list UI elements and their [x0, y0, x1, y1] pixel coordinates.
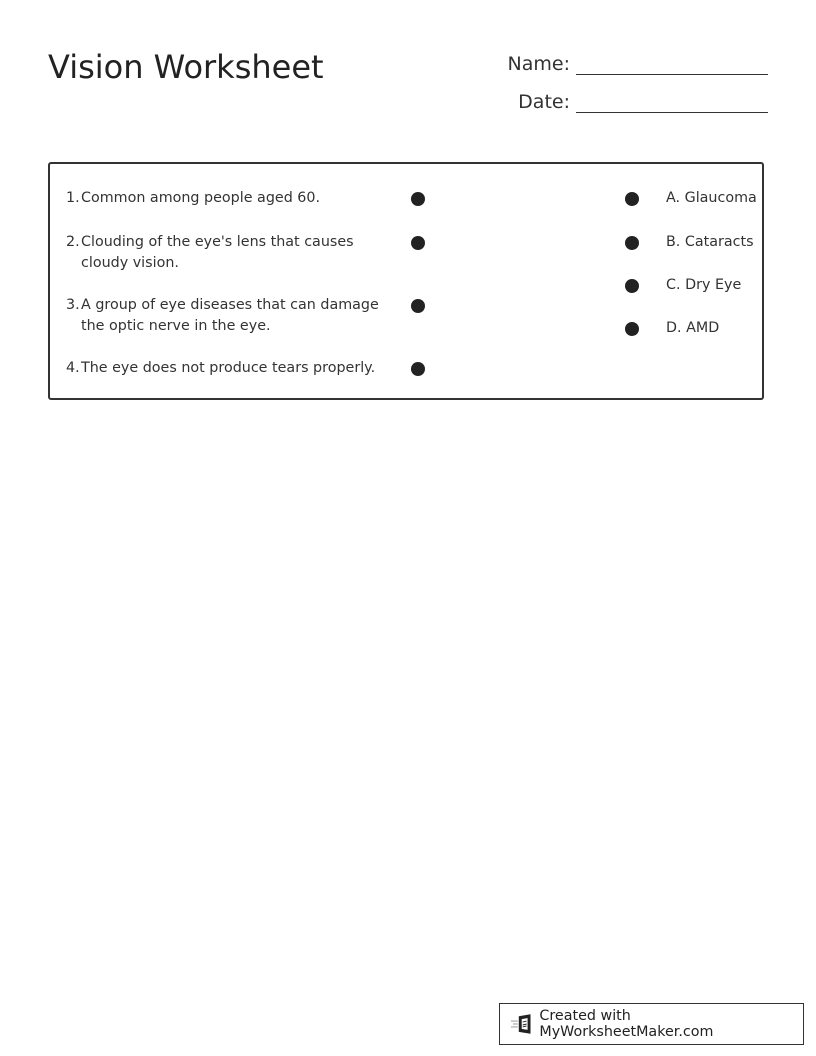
- name-label: Name:: [507, 53, 570, 75]
- answer-connector-dot[interactable]: [625, 192, 639, 206]
- question-text: Common among people aged 60.: [81, 190, 321, 206]
- answer-option: C. Dry Eye: [666, 277, 742, 293]
- footer-text: Created with MyWorksheetMaker.com: [539, 1008, 714, 1040]
- question-text: A group of eye diseases that can damage the optic nerve in the eye.: [81, 297, 379, 334]
- date-field: [490, 90, 768, 113]
- question-item: [66, 358, 396, 379]
- date-label: Date:: [518, 91, 570, 113]
- question-item: [66, 295, 396, 337]
- question-connector-dot[interactable]: [411, 192, 425, 206]
- question-number: 2.: [66, 234, 80, 250]
- question-text: Clouding of the eye's lens that causes cloudy vision.: [81, 234, 354, 271]
- answer-option: D. AMD: [666, 320, 720, 336]
- question-number: 1.: [66, 190, 80, 206]
- date-blank-line[interactable]: [576, 90, 768, 113]
- question-item: [66, 232, 396, 274]
- worksheet-maker-logo-icon: [510, 1013, 535, 1035]
- answer-connector-dot[interactable]: [625, 279, 639, 293]
- name-blank-line[interactable]: [576, 52, 768, 75]
- answer-connector-dot[interactable]: [625, 236, 639, 250]
- question-connector-dot[interactable]: [411, 299, 425, 313]
- page-title: Vision Worksheet: [48, 48, 324, 86]
- question-connector-dot[interactable]: [411, 362, 425, 376]
- question-text: The eye does not produce tears properly.: [81, 360, 376, 376]
- name-field: [490, 52, 768, 75]
- question-connector-dot[interactable]: [411, 236, 425, 250]
- question-number: 4.: [66, 360, 80, 376]
- question-item: [66, 188, 396, 209]
- question-number: 3.: [66, 297, 80, 313]
- answer-option: B. Cataracts: [666, 234, 754, 250]
- answer-option: A. Glaucoma: [666, 190, 757, 206]
- answer-connector-dot[interactable]: [625, 322, 639, 336]
- footer-badge[interactable]: [499, 1003, 804, 1045]
